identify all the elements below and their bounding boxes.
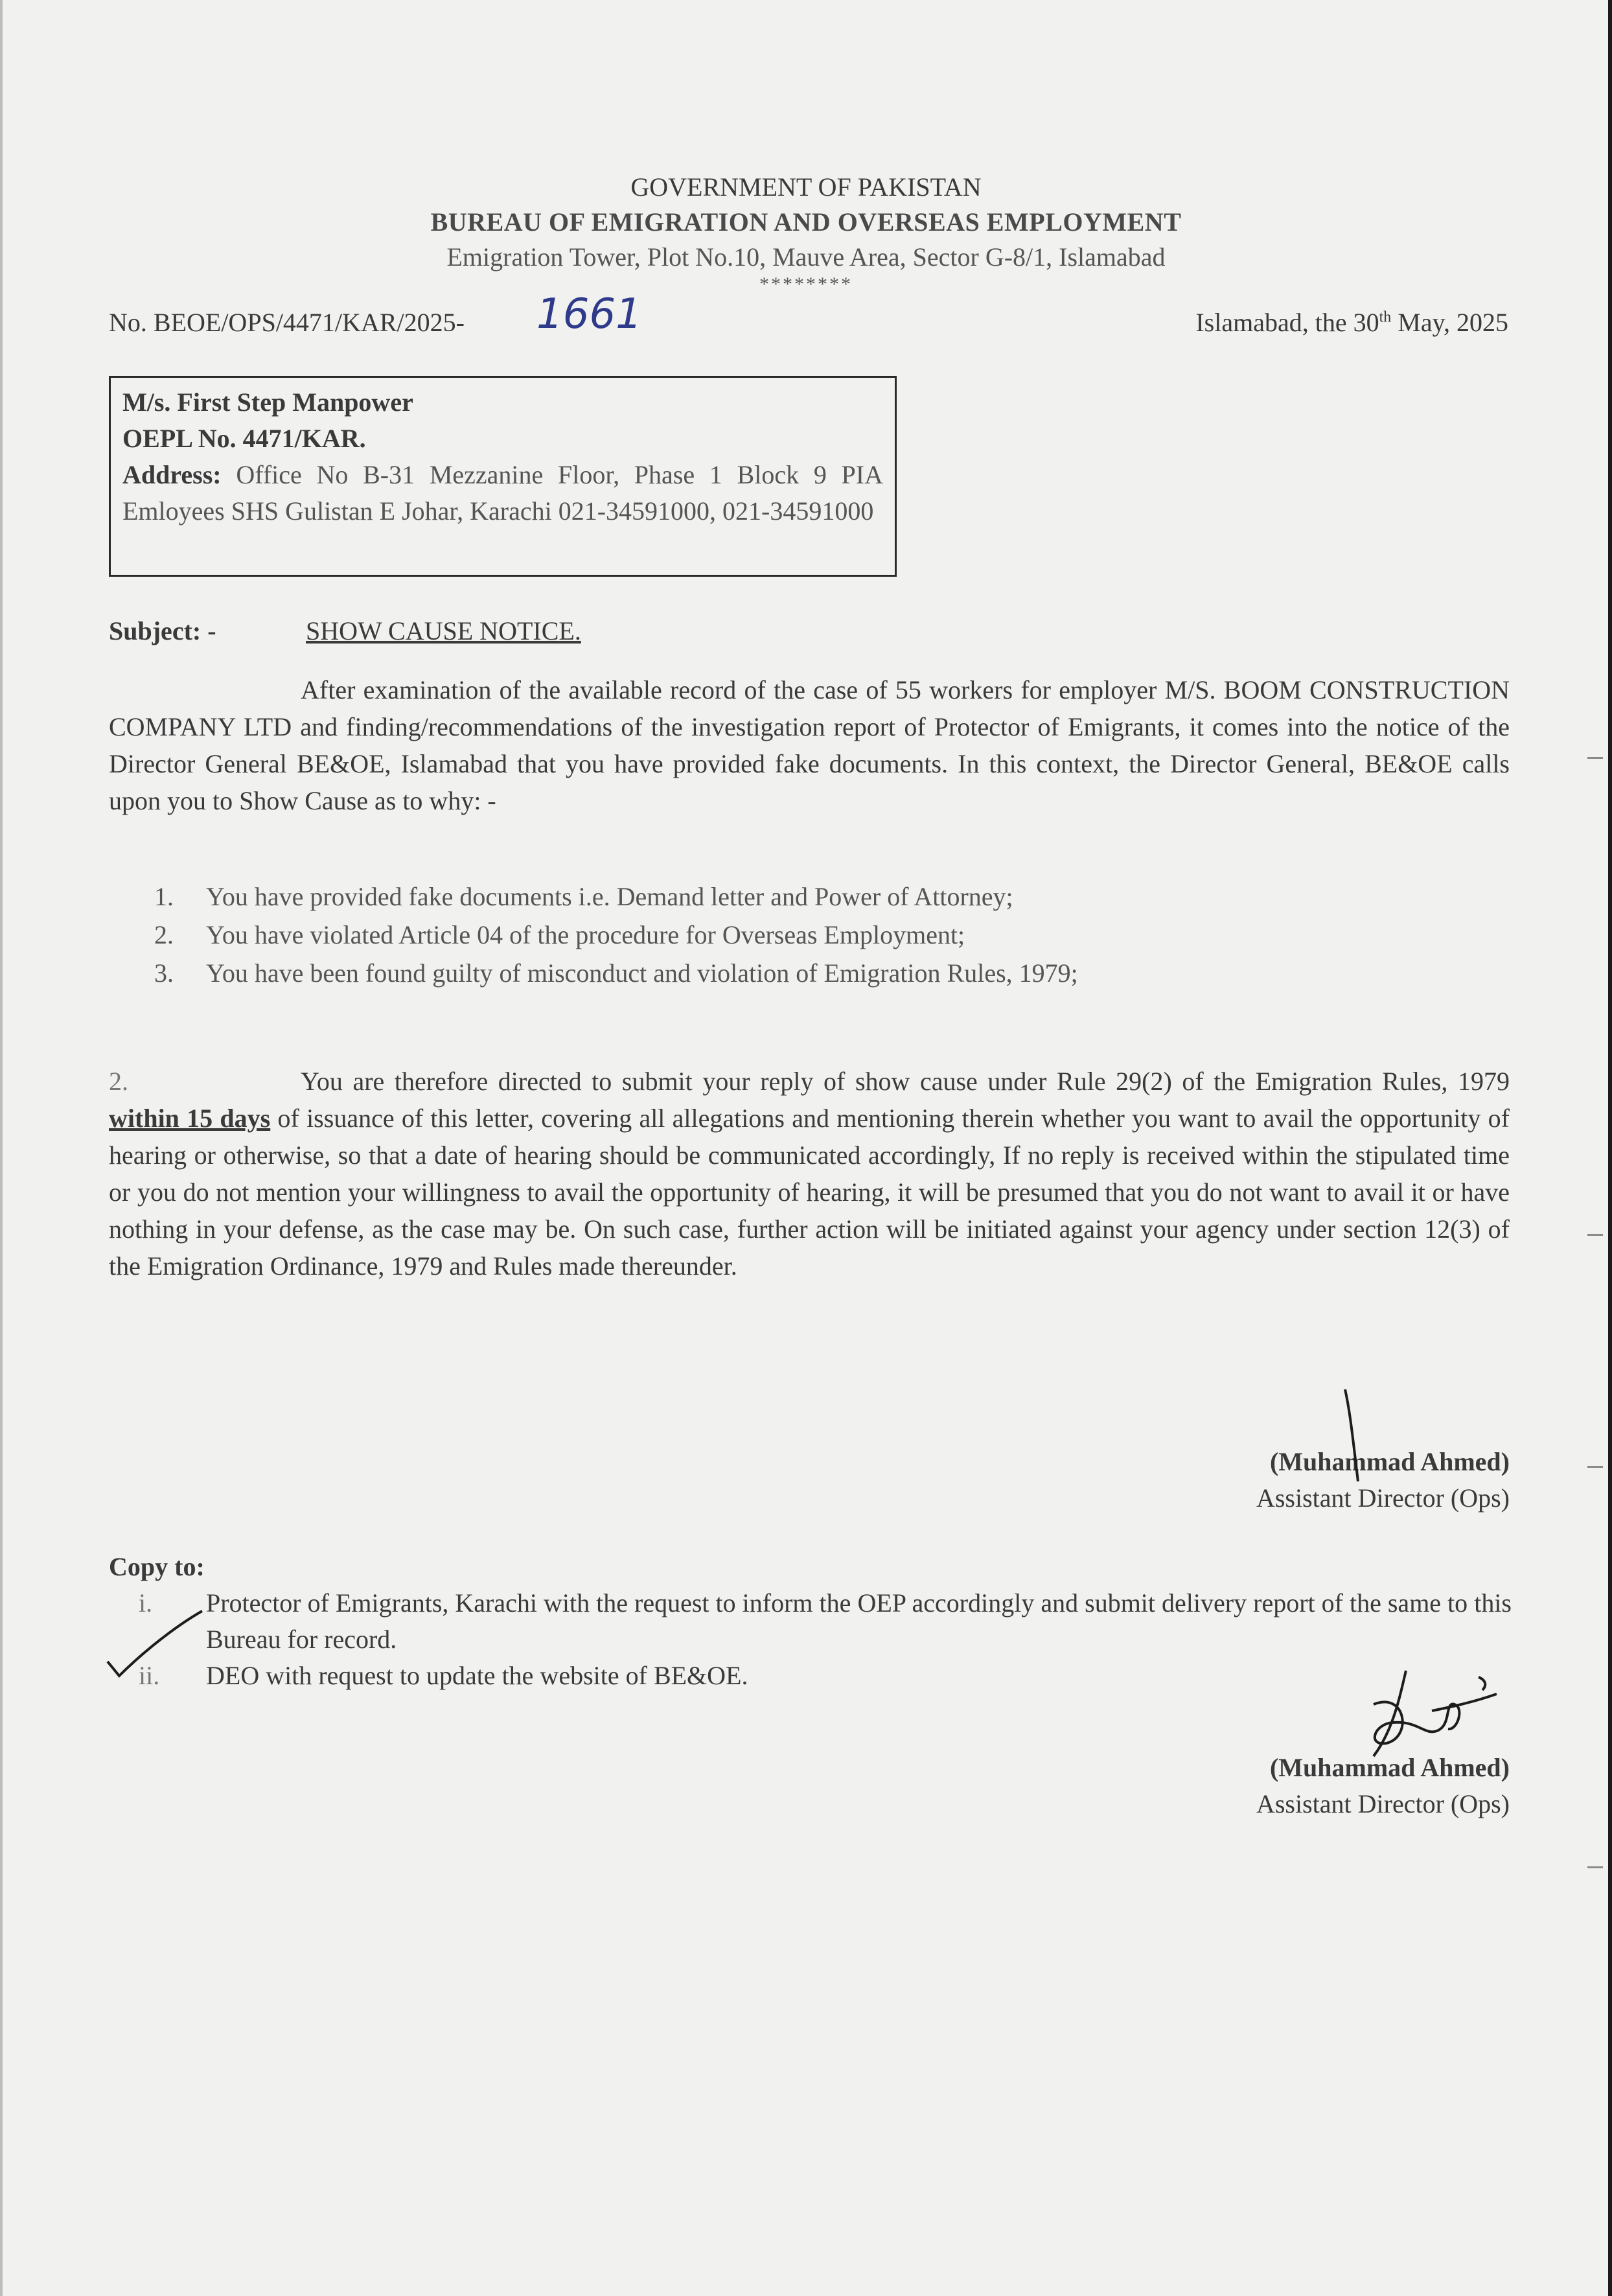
copy-item-number: i. — [139, 1588, 153, 1618]
paragraph-1-text: After examination of the available record of the case of 55 workers for employer M/S. BOOM CONSTRUCTION COMPANY LTD and finding/recommendations of the investigation report of Protector of Emigrants, it comes into the notice of the Director General BE&OE, Islamabad that you have provided fake documents. In this context, the Director General, BE&OE calls upon you to Show Cause as to why: - — [109, 675, 1510, 815]
copy-item-text: DEO with request to update the website of BE&OE. — [206, 1661, 748, 1690]
date-month-year: May, 2025 — [1391, 308, 1508, 337]
addressee-oepl: OEPL No. 4471/KAR. — [122, 424, 366, 453]
copy-to-section — [109, 1549, 1512, 1694]
copy-to-heading: Copy to: — [109, 1552, 205, 1581]
paragraph-2 — [109, 1063, 1510, 1284]
paragraph-2-text-b: of issuance of this letter, covering all allegations and mentioning therein whether you want to avail the opportunity of hearing or otherwise, so that a date of hearing should be communicated accordingly, If no reply is received within the stipulated time or you do not mention your willingness to avail the opportunity of hearing, it will be presumed that you do not want to avail it or have nothing in your defense, as the case may be. On such case, further action will be initiated against your agency under section 12(3) of the Emigration Ordinance, 1979 and Rules made thereunder. — [109, 1104, 1510, 1281]
addressee-name: M/s. First Step Manpower — [122, 388, 413, 417]
signatory-name: (Muhammad Ahmed) — [1269, 1447, 1510, 1476]
margin-mark — [1587, 1234, 1603, 1236]
copy-item-text: Protector of Emigrants, Karachi with the request to inform the OEP accordingly and submit delivery report of the same to this Bureau for record. — [206, 1588, 1512, 1654]
letterhead-separator: ******** — [759, 273, 853, 295]
handwritten-number: 1661 — [536, 290, 642, 338]
address-text: Office No B-31 Mezzanine Floor, Phase 1 Block 9 PIA Emloyees SHS Gulistan E Johar, Karachi 021-34591000, 021-34591000 — [122, 460, 883, 526]
list-number: 1. — [154, 882, 174, 911]
list-number: 2. — [154, 920, 174, 949]
list-item — [154, 877, 1078, 916]
addressee-address — [122, 457, 883, 529]
scan-edge-right — [1608, 0, 1612, 2296]
list-text: You have provided fake documents i.e. Demand letter and Power of Attorney; — [206, 882, 1013, 911]
signature-block-2 — [1256, 1750, 1510, 1822]
signatory-title: Assistant Director (Ops) — [1256, 1789, 1510, 1818]
subject-text: SHOW CAUSE NOTICE. — [306, 616, 581, 645]
list-text: You have been found guilty of misconduct and violation of Emigration Rules, 1979; — [206, 958, 1078, 988]
paragraph-2-text-a: You are therefore directed to submit your reply of show cause under Rule 29(2) of the Emigration Rules, 1979 — [301, 1067, 1510, 1096]
subject-label: Subject: - — [109, 616, 216, 645]
signatory-title: Assistant Director (Ops) — [1256, 1483, 1510, 1513]
date-place: Islamabad, the 30 — [1195, 308, 1379, 337]
letterhead — [0, 170, 1612, 294]
reference-number: No. BEOE/OPS/4471/KAR/2025- — [109, 308, 465, 337]
letterhead-government: GOVERNMENT OF PAKISTAN — [630, 172, 982, 202]
list-text: You have violated Article 04 of the procedure for Overseas Employment; — [206, 920, 965, 949]
signatory-name: (Muhammad Ahmed) — [1269, 1753, 1510, 1782]
deadline-emphasis: within 15 days — [109, 1104, 271, 1133]
address-label: Address: — [122, 460, 222, 489]
margin-mark — [1587, 1466, 1603, 1468]
paragraph-number: 2. — [109, 1067, 128, 1096]
list-number: 3. — [154, 958, 174, 988]
letter-date — [1195, 307, 1508, 338]
copy-item-number: ii. — [139, 1661, 160, 1690]
charges-list — [154, 877, 1078, 992]
scan-edge-left — [0, 0, 3, 2296]
letterhead-bureau: BUREAU OF EMIGRATION AND OVERSEAS EMPLOYMENT — [430, 207, 1182, 237]
copy-item — [109, 1585, 1512, 1658]
letterhead-address: Emigration Tower, Plot No.10, Mauve Area, Sector G-8/1, Islamabad — [446, 242, 1166, 272]
margin-mark — [1587, 757, 1603, 759]
reference-row — [109, 290, 1508, 345]
list-item — [154, 954, 1078, 992]
addressee-box — [109, 376, 897, 577]
signature-block-1 — [1256, 1444, 1510, 1516]
list-item — [154, 916, 1078, 954]
subject-row — [109, 616, 581, 646]
margin-mark — [1587, 1866, 1603, 1868]
paragraph-1 — [109, 671, 1510, 819]
copy-item — [109, 1658, 1512, 1694]
date-suffix: th — [1379, 308, 1392, 326]
